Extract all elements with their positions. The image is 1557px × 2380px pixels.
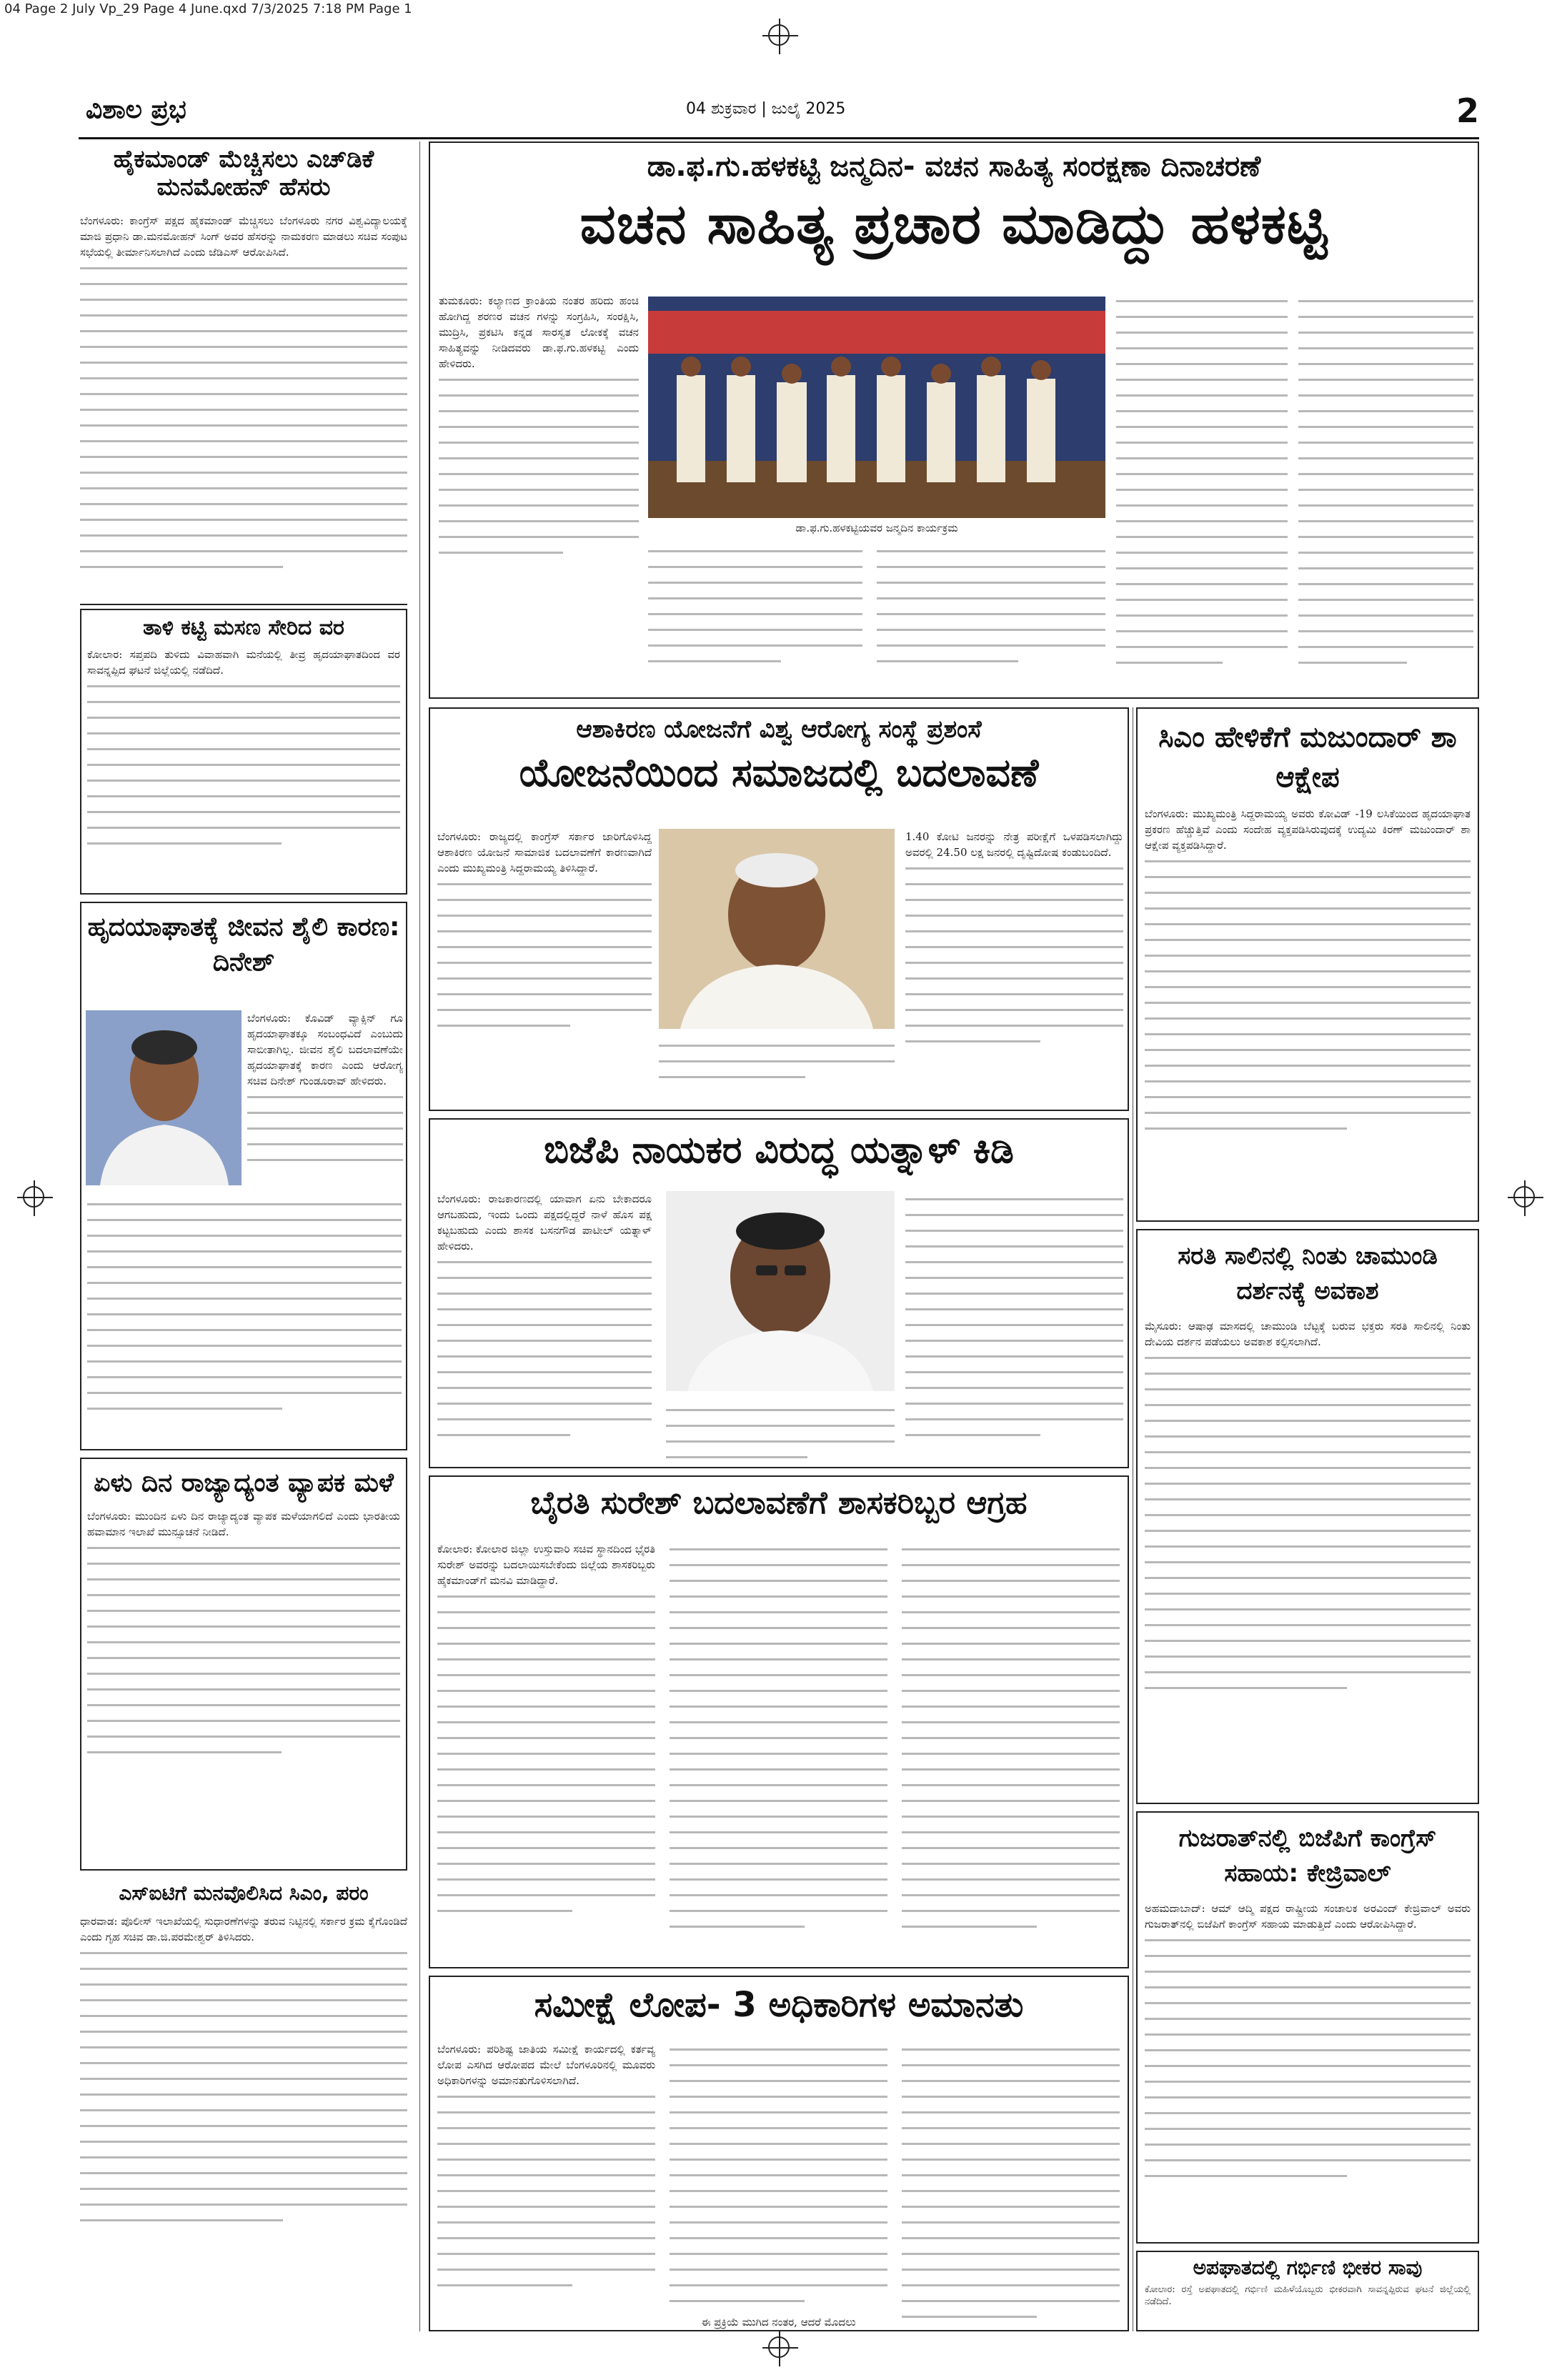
siddaramaiah-photo <box>659 829 895 1029</box>
bairathi-headline: ಬೈರತಿ ಸುರೇಶ್ ಬದಲಾವಣೆಗೆ ಶಾಸಕರಿಬ್ಬರ ಆಗ್ರಹ <box>530 1485 1028 1521</box>
headline: ಹೈಕಮಾಂಡ್ ಮೆಚ್ಚಿಸಲು ಎಚ್‌ಡಿಕೆ ಮನಮೋಹನ್ ಹೆಸರು <box>113 145 374 202</box>
headline: ಎಸ್ಐಟಿಗೆ ಮನವೊಲಿಸಿದ ಸಿಎಂ, ಪರಂ <box>119 1881 369 1905</box>
story-samikshe <box>429 1976 1129 2331</box>
body-text-lines <box>87 1547 400 1753</box>
body-text-lines <box>80 1952 407 2221</box>
dinesh-photo <box>86 1010 242 1185</box>
asha-kicker: ಆಶಾಕಿರಣ ಯೋಜನೆಗೆ ವಿಶ್ವ ಆರೋಗ್ಯ ಸಂಸ್ಥೆ ಪ್ರಶಂಸೆ <box>576 715 982 744</box>
paper-name: ವಿಶಾಲ ಪ್ರಭ <box>86 94 186 124</box>
body-text-lines <box>905 867 1123 1042</box>
story-asha <box>429 707 1129 1111</box>
story-thali <box>80 609 407 895</box>
body-text-lines <box>659 1045 895 1078</box>
story-body: ಬೆಂಗಳೂರು: ಕಾಂಗ್ರೆಸ್ ಪಕ್ಷದ ಹೈಕಮಾಂಡ್ ಮೆಚ್ಚಿಸಲು ಬೆಂಗಳೂರು ನಗರ ವಿಶ್ವವಿದ್ಯಾಲಯಕ್ಕೆ ಮಾಜಿ ಪ್ರಧಾನಿ ಡಾ.ಮನಮೋಹನ್ ಸಿಂಗ್ ಅವರ ಹೆಸರನ್ನು ನಾಮಕರಣ ಮಾಡಲು ಸಚಿವ ಸಂಪುಟ ಸಭೆಯಲ್ಲಿ ತೀರ್ಮಾನಿಸಲಾಗಿದೆ ಎಂದು ಜೆಡಿಎಸ್ ಆರೋಪಿಸಿದೆ. <box>80 214 407 259</box>
dateline: 04 ಶುಕ್ರವಾರ | ಜುಲೈ 2025 <box>686 100 846 118</box>
yatnal-photo <box>666 1191 895 1391</box>
samikshe-headline: ಸಮೀಕ್ಷೆ ಲೋಪ- 3 ಅಧಿಕಾರಿಗಳ ಅಮಾನತು <box>534 1985 1024 2025</box>
body-text-lines <box>1145 1939 1471 2177</box>
masthead <box>79 91 1479 134</box>
cm-headline: ಸಿಎಂ ಹೇಳಿಕೆಗೆ ಮಜುಂದಾರ್ ಶಾ ಆಕ್ಷೇಪ <box>1158 721 1457 794</box>
story-rain <box>80 1458 407 1871</box>
story-savaari <box>1136 1229 1479 1804</box>
column-divider <box>419 141 420 2331</box>
page-number: 2 <box>1456 91 1479 130</box>
story-heart <box>80 902 407 1450</box>
savaari-body: ಮೈಸೂರು: ಆಷಾಢ ಮಾಸದಲ್ಲಿ ಚಾಮುಂಡಿ ಬೆಟ್ಟಕ್ಕೆ ಬರುವ ಭಕ್ತರು ಸರತಿ ಸಾಲಿನಲ್ಲಿ ನಿಂತು ದೇವಿಯ ದರ್ಶನ ಪಡೆಯಲು ಅವಕಾಶ ಕಲ್ಪಿಸಲಾಗಿದೆ. <box>1145 1319 1471 1348</box>
print-slug: 04 Page 2 July Vp_29 Page 4 June.qxd 7/3/2025 7:18 PM Page 1 <box>4 1 412 16</box>
lead-photo <box>648 297 1105 518</box>
lead-kicker: ಡಾ.ಫ.ಗು.ಹಳಕಟ್ಟಿ ಜನ್ಮದಿನ- ವಚನ ಸಾಹಿತ್ಯ ಸಂರಕ್ಷಣಾ ದಿನಾಚರಣೆ <box>647 150 1261 183</box>
garbhini-headline: ಅಪಘಾತದಲ್ಲಿ ಗರ್ಭಿಣಿ ಭೀಕರ ಸಾವು <box>1193 2256 1423 2279</box>
body-text-lines <box>247 1096 403 1161</box>
masthead-rule <box>79 137 1479 139</box>
divider <box>80 604 407 605</box>
story-mahatma <box>80 141 407 599</box>
story-bjp <box>429 1118 1129 1468</box>
story-cm <box>1136 707 1479 1222</box>
body-text-lines <box>87 1203 402 1410</box>
body-text-lines <box>437 1595 655 1912</box>
story-sit <box>80 1878 407 2335</box>
body-text-lines <box>648 550 862 662</box>
body-text-lines <box>902 2048 1120 2318</box>
lead-headline: ವಚನ ಸಾಹಿತ್ಯ ಪ್ರಚಾರ ಮಾಡಿದ್ದು ಹಳಕಟ್ಟಿ <box>579 192 1328 257</box>
asha-body-2: 1.40 ಕೋಟಿ ಜನರನ್ನು ನೇತ್ರ ಪರೀಕ್ಷೆಗೆ ಒಳಪಡಿಸಲಾಗಿದ್ದು ಅವರಲ್ಲಿ 24.50 ಲಕ್ಷ ಜನರಲ್ಲಿ ದೃಷ್ಟಿದೋಷ ಕಂಡುಬಂದಿದೆ. <box>905 830 1123 859</box>
lead-body: ತುಮಕೂರು: ಕಲ್ಯಾಣದ ಕ್ರಾಂತಿಯ ನಂತರ ಹರಿದು ಹಂಚಿ ಹೋಗಿದ್ದ ಶರಣರ ವಚನ ಗಳನ್ನು ಸಂಗ್ರಹಿಸಿ, ಸಂರಕ್ಷಿಸಿ, ಮುದ್ರಿಸಿ, ಪ್ರಕಟಿಸಿ ಕನ್ನಡ ಸಾರಸ್ವತ ಲೋಕಕ್ಕೆ ವಚನ ಸಾಹಿತ್ಯವನ್ನು ನೀಡಿದವರು ಡಾ.ಫ.ಗು.ಹಳಕಟ್ಟಿ ಎಂದು ಹೇಳಿದರು. <box>439 294 639 370</box>
body-text-lines <box>670 1548 887 1928</box>
cm-body: ಬೆಂಗಳೂರು: ಮುಖ್ಯಮಂತ್ರಿ ಸಿದ್ದರಾಮಯ್ಯ ಅವರು ಕೋವಿಡ್ -19 ಲಸಿಕೆಯಿಂದ ಹೃದಯಾಘಾತ ಪ್ರಕರಣ ಹೆಚ್ಚುತ್ತಿವೆ ಎಂದು ಸಂದೇಹ ವ್ಯಕ್ತಪಡಿಸಿರುವುದಕ್ಕೆ ಉದ್ಯಮಿ ಕಿರಣ್ ಮಜುಂದಾರ್ ಶಾ ಆಕ್ಷೇಪ ವ್ಯಕ್ತಪಡಿಸಿದ್ದಾರೆ. <box>1145 807 1471 852</box>
body-text-lines <box>80 267 407 568</box>
story-bairathi <box>429 1475 1129 1968</box>
bjp-body: ಬೆಂಗಳೂರು: ರಾಜಕಾರಣದಲ್ಲಿ ಯಾವಾಗ ಏನು ಬೇಕಾದರೂ ಆಗಬಹುದು, ಇಂದು ಒಂದು ಪಕ್ಷದಲ್ಲಿದ್ದರೆ ನಾಳೆ ಹೊಸ ಪಕ್ಷ ಕಟ್ಟಬಹುದು ಎಂದು ಶಾಸಕ ಬಸನಗೌಡ ಪಾಟೀಲ್ ಯತ್ನಾಳ್ ಹೇಳಿದರು. <box>437 1193 652 1253</box>
body-text-lines <box>666 1409 895 1458</box>
body-text-lines <box>1298 300 1473 664</box>
story-body: ಬೆಂಗಳೂರು: ಕೊವಿಡ್ ವ್ಯಾಕ್ಸಿನ್ ಗೂ ಹೃದಯಾಘಾತಕ್ಕೂ ಸಂಬಂಧವಿದೆ ಎಂಬುದು ಸಾಬೀತಾಗಿಲ್ಲ. ಜೀವನ ಶೈಲಿ ಬದಲಾವಣೆಯೇ ಹೃದಯಾಘಾತಕ್ಕೆ ಕಾರಣ ಎಂದು ಆರೋಗ್ಯ ಸಚಿವ ದಿನೇಶ್ ಗುಂಡೂರಾವ್ ಹೇಳಿದರು. <box>247 1012 403 1087</box>
gujarat-body: ಅಹಮದಾಬಾದ್: ಆಮ್ ಆದ್ಮಿ ಪಕ್ಷದ ರಾಷ್ಟ್ರೀಯ ಸಂಚಾಲಕ ಅರವಿಂದ್ ಕೇಜ್ರಿವಾಲ್ ಅವರು ಗುಜರಾತ್‌ನಲ್ಲಿ ಬಿಜೆಪಿಗೆ ಕಾಂಗ್ರೆಸ್ ಸಹಾಯ ಮಾಡುತ್ತಿದೆ ಎಂದು ಆರೋಪಿಸಿದ್ದಾರೆ. <box>1145 1901 1471 1931</box>
story-body: ಧಾರವಾಡ: ಪೊಲೀಸ್ ಇಲಾಖೆಯಲ್ಲಿ ಸುಧಾರಣೆಗಳನ್ನು ತರುವ ನಿಟ್ಟಿನಲ್ಲಿ ಸರ್ಕಾರ ಕ್ರಮ ಕೈಗೊಂಡಿದೆ ಎಂದು ಗೃಹ ಸಚಿವ ಡಾ.ಜಿ.ಪರಮೇಶ್ವರ್ ತಿಳಿಸಿದರು. <box>80 1915 407 1944</box>
garbhini-body: ಕೋಲಾರ: ರಸ್ತೆ ಅಪಘಾತದಲ್ಲಿ ಗರ್ಭಿಣಿ ಮಹಿಳೆಯೊಬ್ಬರು ಭೀಕರವಾಗಿ ಸಾವನ್ನಪ್ಪಿರುವ ಘಟನೆ ಜಿಲ್ಲೆಯಲ್ಲಿ ನಡೆದಿದೆ. <box>1145 2284 1471 2308</box>
samikshe-caption: ಈ ಪ್ರಕ್ರಿಯೆ ಮುಗಿದ ನಂತರ, ಆದರೆ ಮೊದಲು <box>701 2316 856 2329</box>
savaari-headline: ಸರತಿ ಸಾಲಿನಲ್ಲಿ ನಿಂತು ಚಾಮುಂಡಿ ದರ್ಶನಕ್ಕೆ ಅವಕಾಶ <box>1178 1242 1438 1306</box>
story-lead <box>429 141 1479 699</box>
body-text-lines <box>437 2096 655 2286</box>
story-body: ಬೆಂಗಳೂರು: ಮುಂದಿನ ಏಳು ದಿನ ರಾಜ್ಯಾದ್ಯಂತ ವ್ಯಾಪಕ ಮಳೆಯಾಗಲಿದೆ ಎಂದು ಭಾರತೀಯ ಹವಾಮಾನ ಇಲಾಖೆ ಮುನ್ಸೂಚನೆ ನೀಡಿದೆ. <box>87 1509 400 1538</box>
bairathi-body: ಕೋಲಾರ: ಕೋಲಾರ ಜಿಲ್ಲಾ ಉಸ್ತುವಾರಿ ಸಚಿವ ಸ್ಥಾನದಿಂದ ಭೈರತಿ ಸುರೇಶ್ ಅವರನ್ನು ಬದಲಾಯಿಸಬೇಕೆಂದು ಜಿಲ್ಲೆಯ ಶಾಸಕರಿಬ್ಬರು ಹೈಕಮಾಂಡ್‌ಗೆ ಮನವಿ ಮಾಡಿದ್ದಾರೆ. <box>437 1543 655 1587</box>
story-gujarat <box>1136 1811 1479 2244</box>
body-text-lines <box>439 379 639 554</box>
story-garbhini <box>1136 2251 1479 2331</box>
lead-photo-caption: ಡಾ.ಫ.ಗು.ಹಳಕಟ್ಟಿಯವರ ಜನ್ಮದಿನ ಕಾರ್ಯಕ್ರಮ <box>795 522 958 534</box>
body-text-lines <box>437 1261 652 1436</box>
body-text-lines <box>670 2048 887 2302</box>
registration-mark-bottom <box>768 2336 790 2358</box>
headline: ತಾಳಿ ಕಟ್ಟಿ ಮಸಣ ಸೇರಿದ ವರ <box>143 615 344 640</box>
body-text-lines <box>902 1548 1120 1928</box>
asha-body: ಬೆಂಗಳೂರು: ರಾಜ್ಯದಲ್ಲಿ ಕಾಂಗ್ರೆಸ್ ಸರ್ಕಾರ ಜಾರಿಗೊಳಿಸಿದ್ದ ಆಶಾಕಿರಣ ಯೋಜನೆ ಸಾಮಾಜಿಕ ಬದಲಾವಣೆಗೆ ಕಾರಣವಾಗಿದೆ ಎಂದು ಮುಖ್ಯಮಂತ್ರಿ ಸಿದ್ದರಾಮಯ್ಯ ತಿಳಿಸಿದ್ದಾರೆ. <box>437 830 652 875</box>
body-text-lines <box>1145 1357 1471 1689</box>
bjp-headline: ಬಿಜೆಪಿ ನಾಯಕರ ವಿರುದ್ಧ ಯತ್ನಾಳ್ ಕಿಡಿ <box>544 1129 1014 1172</box>
registration-mark-top <box>768 24 790 46</box>
body-text-lines <box>877 550 1105 662</box>
headline: ಹೃದಯಾಘಾತಕ್ಕೆ ಜೀವನ ಶೈಲಿ ಕಾರಣ: ದಿನೇಶ್ <box>87 912 400 977</box>
body-text-lines <box>905 1198 1123 1436</box>
samikshe-body: ಬೆಂಗಳೂರು: ಪರಿಶಿಷ್ಟ ಜಾತಿಯ ಸಮೀಕ್ಷೆ ಕಾರ್ಯದಲ್ಲಿ ಕರ್ತವ್ಯ ಲೋಪ ಎಸಗಿದ ಆರೋಪದ ಮೇಲೆ ಬೆಂಗಳೂರಿನಲ್ಲಿ ಮೂವರು ಅಧಿಕಾರಿಗಳನ್ನು ಅಮಾನತುಗೊಳಿಸಲಾಗಿದೆ. <box>437 2043 655 2087</box>
body-text-lines <box>1145 860 1471 1130</box>
asha-headline: ಯೋಜನೆಯಿಂದ ಸಮಾಜದಲ್ಲಿ ಬದಲಾವಣೆ <box>519 750 1039 796</box>
body-text-lines <box>437 883 652 1027</box>
body-text-lines <box>87 685 400 845</box>
story-body: ಕೋಲಾರ: ಸಪ್ತಪದಿ ತುಳಿದು ವಿವಾಹವಾಗಿ ಮನೆಯಲ್ಲಿ ತೀವ್ರ ಹೃದಯಾಘಾತದಿಂದ ವರ ಸಾವನ್ನಪ್ಪಿದ ಘಟನೆ ಜಿಲ್ಲೆಯಲ್ಲಿ ನಡೆದಿದೆ. <box>87 647 400 677</box>
headline: ಏಳು ದಿನ ರಾಜ್ಯಾದ್ಯಂತ ವ್ಯಾಪಕ ಮಳೆ <box>94 1468 394 1498</box>
body-text-lines <box>1116 300 1288 664</box>
registration-mark-right <box>1513 1186 1535 1208</box>
registration-mark-left <box>23 1186 44 1208</box>
gujarat-headline: ಗುಜರಾತ್‌ನಲ್ಲಿ ಬಿಜೆಪಿಗೆ ಕಾಂಗ್ರೆಸ್ ಸಹಾಯ: ಕೇಜ್ರಿವಾಲ್ <box>1178 1824 1437 1888</box>
